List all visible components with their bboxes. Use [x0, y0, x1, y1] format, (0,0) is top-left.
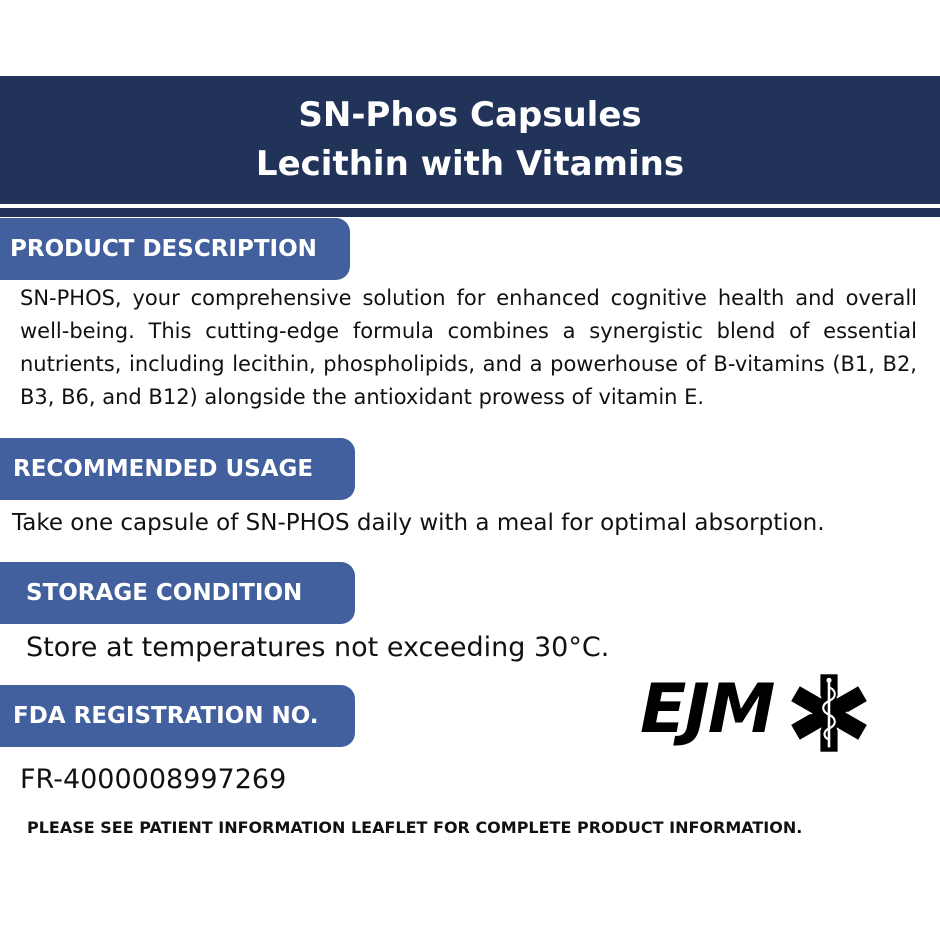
recommended-usage-heading: RECOMMENDED USAGE	[0, 438, 355, 500]
title-banner	[0, 76, 940, 204]
logo-wordmark: EJM	[640, 670, 774, 749]
divider-rule	[0, 208, 940, 217]
product-subtitle: Lecithin with Vitamins	[255, 144, 685, 184]
storage-condition-text: Store at temperatures not exceeding 30°C.	[26, 632, 610, 663]
star-of-life-icon	[786, 670, 872, 756]
fda-registration-number: FR-4000008997269	[20, 764, 287, 795]
product-description-heading: PRODUCT DESCRIPTION	[0, 218, 350, 280]
leaflet-note: PLEASE SEE PATIENT INFORMATION LEAFLET FOR COMPLETE PRODUCT INFORMATION.	[27, 818, 803, 837]
storage-condition-heading: STORAGE CONDITION	[0, 562, 355, 624]
fda-registration-heading: FDA REGISTRATION NO.	[0, 685, 355, 747]
product-description-text: SN-PHOS, your comprehensive solution for enhanced cognitive health and overall well-being. This cutting-edge formula combines a synergistic blend of essential nutrients, including lecithin, phospholipids, and a powerhouse of B-vitamins (B1, B2, B3, B6, and B12) alongside the antioxidant prowess of vitamin E.	[20, 286, 917, 409]
recommended-usage-text: Take one capsule of SN-PHOS daily with a meal for optimal absorption.	[12, 510, 825, 536]
ejm-logo	[638, 668, 874, 760]
product-title: SN-Phos Capsules	[298, 95, 642, 135]
